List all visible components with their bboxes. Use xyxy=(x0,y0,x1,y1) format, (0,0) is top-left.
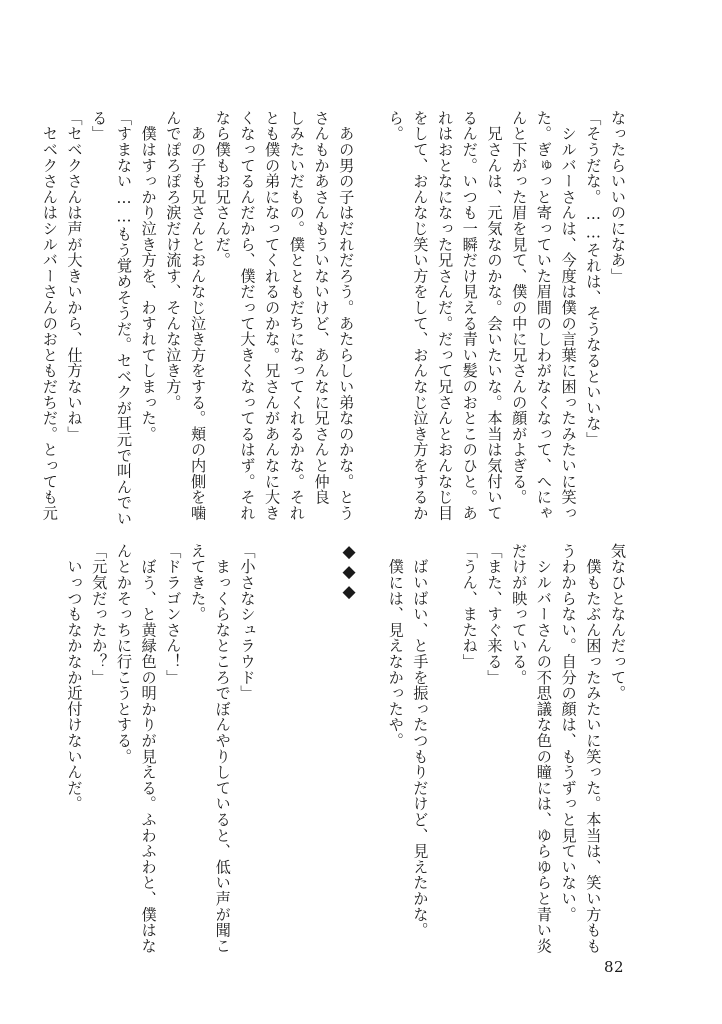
text-line: くなってるんだから、僕だって大きくなってるはず。それ xyxy=(238,110,257,521)
page-number: 82 xyxy=(604,958,625,976)
text-line: シルバーさんの不思議な色の瞳には、ゆらゆらと青い炎 xyxy=(534,543,553,954)
text-line xyxy=(284,543,309,955)
text-line: 僕には、見えなかったや。 xyxy=(386,543,405,749)
text-line: る」 xyxy=(90,110,109,142)
text-line: 兄さんは、元気なのかな。会いたいな。本当は気付いて xyxy=(485,110,504,521)
text-line xyxy=(358,110,383,522)
text-line: をして、おんなじ笑い方をして、おんなじ泣き方をするか xyxy=(411,110,430,521)
text-line: 「セベクさんは声が大きいから、仕方ないね」 xyxy=(65,110,84,442)
text-line: 「元気だったか？」 xyxy=(90,543,109,686)
text-line: ぼう、と黄緑色の明かりが見える。ふわふわと、僕はな xyxy=(139,543,158,954)
text-line: 気なひとなんだって。 xyxy=(609,543,627,701)
text-line: 「また、すぐ来る」 xyxy=(485,543,504,686)
text-line: 「そうだな。……それは、そうなるといいな」 xyxy=(584,110,603,448)
text-line: セベクさんはシルバーさんのおともだちだ。とっても元 xyxy=(40,110,59,521)
text-line: た。ぎゅっと寄っていた眉間のしわがなくなって、へにゃ xyxy=(534,110,553,521)
text-line: いっつもなかなか近付けないんだ。 xyxy=(65,543,84,812)
text-line: 僕もたぶん困ったみたいに笑った。本当は、笑い方もも xyxy=(584,543,603,954)
text-line xyxy=(259,543,284,955)
text-line: んでぽろぽろ涙だけ流す、そんな泣き方。 xyxy=(164,110,183,411)
text-line: ばいばい、と手を振ったつもりだけど、見えたかな。 xyxy=(411,543,430,938)
text-line: 僕はすっかり泣き方を、わすれてしまった。 xyxy=(139,110,158,442)
text-line: うわからない。自分の顔は、もうずっと見ていない。 xyxy=(559,543,578,923)
text-line xyxy=(309,543,334,955)
text-line: 「すまない……もう覚めそうだ。セベクが耳元で叫んでい xyxy=(114,110,133,527)
text-line xyxy=(334,543,359,955)
text-line: シルバーさんは、今度は僕の言葉に困ったみたいに笑っ xyxy=(559,110,578,521)
text-line: あの子も兄さんとおんなじ泣き方をする。頬の内側を噛 xyxy=(189,110,208,521)
text-line: るんだ。いつも一瞬だけ見える青い髪のおとこのひと。あ xyxy=(460,110,479,521)
text-line: なら僕もお兄さんだ。 xyxy=(213,110,232,268)
text-line: 「うん、またね」 xyxy=(460,543,479,670)
text-line: ら。 xyxy=(386,110,405,142)
text-line: んと下がった眉を見て、僕の中に兄さんの顔がよぎる。 xyxy=(510,110,529,505)
text-line: んとかそっちに行こうとする。 xyxy=(114,543,133,765)
lower-text-block xyxy=(62,543,630,955)
text-line: しみたいだもの。僕とともだちになってくれるかな。それ xyxy=(287,110,306,521)
section-separator: ◆◆◆ xyxy=(339,542,359,602)
text-line: さんもかあさんもういないけど、あんなに兄さんと仲良 xyxy=(312,110,331,505)
text-line: あの男の子はだれだろう。あたらしい弟なのかな。とう xyxy=(337,110,356,521)
text-line xyxy=(358,543,383,955)
text-line: まっくらなところでぼんやりしていると、低い声が聞こ xyxy=(213,543,232,954)
text-line: とも僕の弟になってくれるのかな。兄さんがあんなに大き xyxy=(263,110,282,521)
text-line xyxy=(432,543,457,955)
text-line: えてきた。 xyxy=(189,543,208,622)
text-line: だけが映っている。 xyxy=(510,543,529,686)
text-line: 「小さなシュラウド」 xyxy=(238,543,257,701)
text-line: なったらいいのになあ」 xyxy=(609,110,627,284)
text-line: れはおとなになった兄さんだ。だって兄さんとおんなじ目 xyxy=(436,110,455,521)
upper-text-block xyxy=(37,110,630,527)
text-line: 「ドラゴンさん！」 xyxy=(164,543,183,686)
